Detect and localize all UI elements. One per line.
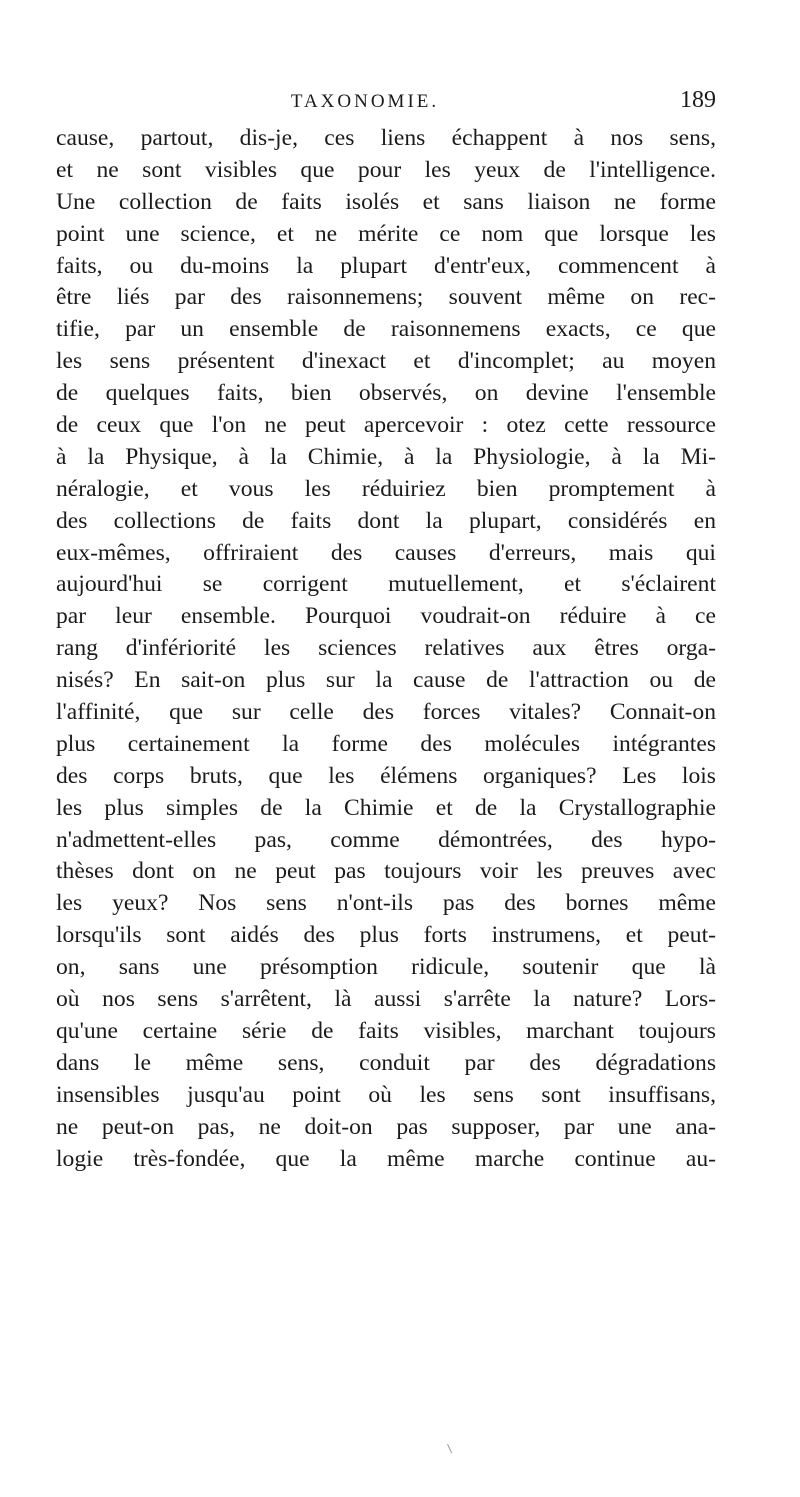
text-line: point une science, et ne mérite ce nom que lorsque les bbox=[56, 220, 716, 247]
paper-speck bbox=[447, 1443, 455, 1454]
text-line: les plus simples de la Chimie et de la Crystallographie bbox=[56, 794, 716, 821]
text-line: les sens présentent d'inexact et d'incomplet; au moyen bbox=[56, 348, 716, 375]
text-line: insensibles jusqu'au point où les sens sont insuffisans, bbox=[56, 1081, 716, 1108]
text-line: de ceux que l'on ne peut apercevoir : otez cette ressource bbox=[56, 412, 716, 439]
running-head bbox=[0, 83, 800, 123]
text-line: dans le même sens, conduit par des dégradations bbox=[56, 1049, 716, 1076]
text-line: et ne sont visibles que pour les yeux de l'intelligence. bbox=[56, 156, 716, 183]
text-line: ne peut-on pas, ne doit-on pas supposer, par une ana- bbox=[56, 1113, 716, 1140]
body-text bbox=[56, 123, 716, 1175]
text-line: les yeux? Nos sens n'ont-ils pas des bornes même bbox=[56, 890, 716, 917]
page-number: 189 bbox=[680, 87, 716, 113]
text-line: néralogie, et vous les réduiriez bien promptement à bbox=[56, 475, 716, 502]
text-line: tifie, par un ensemble de raisonnemens exacts, ce que bbox=[56, 316, 716, 343]
running-title: TAXONOMIE. bbox=[290, 91, 440, 112]
text-line: qu'une certaine série de faits visibles, marchant toujours bbox=[56, 1017, 716, 1044]
text-line: on, sans une présomption ridicule, soutenir que là bbox=[56, 954, 716, 981]
text-line: plus certainement la forme des molécules intégrantes bbox=[56, 730, 716, 757]
text-line: aujourd'hui se corrigent mutuellement, et s'éclairent bbox=[56, 571, 716, 598]
text-line: nisés? En sait-on plus sur la cause de l'attraction ou de bbox=[56, 667, 716, 694]
text-line: à la Physique, à la Chimie, à la Physiologie, à la Mi- bbox=[56, 443, 716, 470]
text-line: faits, ou du-moins la plupart d'entr'eux, commencent à bbox=[56, 252, 716, 279]
text-line: cause, partout, dis-je, ces liens échappent à nos sens, bbox=[56, 125, 716, 151]
text-line: des collections de faits dont la plupart, considérés en bbox=[56, 507, 716, 534]
text-line: par leur ensemble. Pourquoi voudrait-on réduire à ce bbox=[56, 603, 716, 630]
text-line: rang d'infériorité les sciences relatives aux êtres orga- bbox=[56, 635, 716, 662]
text-line: être liés par des raisonnemens; souvent même on rec- bbox=[56, 284, 716, 311]
text-line: des corps bruts, que les élémens organiques? Les lois bbox=[56, 762, 716, 789]
text-line: Une collection de faits isolés et sans liaison ne forme bbox=[56, 188, 716, 215]
text-line: de quelques faits, bien observés, on devine l'ensemble bbox=[56, 380, 716, 407]
text-line: l'affinité, que sur celle des forces vitales? Connait-on bbox=[56, 699, 716, 726]
text-line: logie très-fondée, que la même marche continue au- bbox=[56, 1145, 716, 1172]
text-line: lorsqu'ils sont aidés des plus forts instrumens, et peut- bbox=[56, 922, 716, 949]
text-line: où nos sens s'arrêtent, là aussi s'arrête la nature? Lors- bbox=[56, 986, 716, 1013]
text-line: thèses dont on ne peut pas toujours voir les preuves avec bbox=[56, 858, 716, 885]
text-line: n'admettent-elles pas, comme démontrées, des hypo- bbox=[56, 826, 716, 853]
text-line: eux-mêmes, offriraient des causes d'erreurs, mais qui bbox=[56, 539, 716, 566]
